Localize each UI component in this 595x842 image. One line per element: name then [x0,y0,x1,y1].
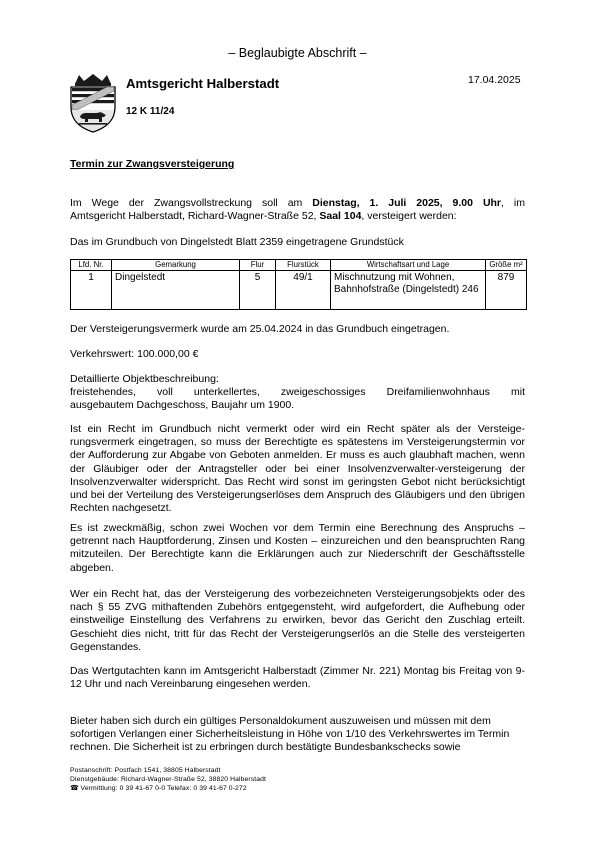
court-name: Amtsgericht Halberstadt [126,76,280,91]
intro-text-3: Amtsgericht Halberstadt, Richard-Wagner-Straße 52, [70,210,320,223]
verkehrswert-line: Verkehrswert: 100.000,00 € [70,348,199,360]
col-header-nr: Lfd. Nr. [71,260,112,271]
object-description-line-1: freistehendes, voll unterkellertes, zweigeschossiges Dreifamilienwohnhaus mit [70,386,525,399]
footer-building-address: Dienstgebäude: Richard-Wagner-Straße 52, 38820 Halberstadt [70,776,266,783]
col-header-groesse: Größe m² [486,260,527,271]
intro-text-1: Im Wege der Zwangsvollstreckung soll am [70,197,313,209]
intro-line-1 [70,197,525,210]
paragraph-anmeldung: Ist ein Recht im Grundbuch nicht vermerkt oder wird ein Recht später als der Versteige-rungsvermerk eingetragen, so muss der Berechtigte es spätestens im Versteigerungstermin vor der Aufforderung zur Abgabe von Geboten anmelden. Er muss es auch glaubhaft machen, wenn der Gläubiger oder der Antragsteller oder bei einer Insolvenzverwalter-versteigerung der Insolvenzverwalter widerspricht. Das Recht wird sonst im geringsten Gebot nicht berücksichtigt und bei der Verteilung des Versteigerungserlöses dem Anspruch des Gläubigers und den übrigen Rechten nachgesetzt. [70,423,525,515]
document-title: Termin zur Zwangsversteigerung [70,158,235,170]
auction-room: Saal 104 [319,210,362,223]
object-description [70,373,525,413]
table-row [71,271,527,310]
cell-gemarkung: Dingelstedt [112,271,240,310]
cell-lage: Mischnutzung mit Wohnen, Bahnhofstraße (Dingelstedt) 246 [331,271,486,310]
footer-address [70,766,266,793]
col-header-lage: Wirtschaftsart und Lage [331,260,486,271]
cell-flur: 5 [240,271,276,310]
document-heading: – Beglaubigte Abschrift – [228,46,367,60]
cell-flurstueck: 49/1 [276,271,331,310]
cell-groesse: 879 [486,271,527,310]
coat-of-arms-icon [67,73,119,133]
table-header-row [71,260,527,271]
cell-nr: 1 [71,271,112,310]
paragraph-bieter: Bieter haben sich durch ein gültiges Personaldokument auszuweisen und müssen mit dem sofortigen Verlangen einer Sicherheitsleistung in Höhe von 1/10 des Verkehrswertes im Termin rechnen. Die Sicherheit ist zu erbringen durch bestätigte Bundesbankschecks sowie [70,715,510,754]
property-table [70,259,527,310]
paragraph-berechnung: Es ist zweckmäßig, schon zwei Wochen vor dem Termin eine Berechnung des Anspruchs – getrennt nach Hauptforderung, Zinsen und Kosten – einzureichen und den beanspruchten Rang mitzuteilen. Der Berechtigte kann die Erklärungen auch zur Niederschrift der Geschäftsstelle abgeben. [70,522,525,574]
intro-line-2 [70,210,525,223]
paragraph-widerspruch: Wer ein Recht hat, das der Versteigerung des vorbezeichneten Versteigerungsobjekts oder des nach § 55 ZVG mithaftenden Zubehörs entgegensteht, wird aufgefordert, die Aufhebung oder einstweilige Einstellung des Verfahrens zu erwirken, bevor das Gericht den Zuschlag erteilt. Geschieht dies nicht, tritt für das Recht der Versteigerungserlös an die Stelle des versteigerten Gegenstandes. [70,588,525,653]
object-description-line-2: ausgebautem Dachgeschoss, Baujahr um 1900. [70,399,295,412]
grundbuch-line: Das im Grundbuch von Dingelstedt Blatt 2359 eingetragene Grundstück [70,236,404,248]
vermerk-line: Der Versteigerungsvermerk wurde am 25.04.2024 in das Grundbuch eingetragen. [70,323,450,335]
col-header-gemarkung: Gemarkung [112,260,240,271]
intro-text-4: , versteigert werden: [361,210,457,223]
footer-phone: ☎ Vermittlung: 0 39 41-67 0-0 Telefax: 0 39 41-67 0-272 [70,785,247,792]
paragraph-wertgutachten: Das Wertgutachten kann im Amtsgericht Halberstadt (Zimmer Nr. 221) Montag bis Freitag von 9-12 Uhr und nach Vereinbarung eingesehen werden. [70,665,525,691]
col-header-flurstueck: Flurstück [276,260,331,271]
footer-postal-address: Postanschrift: Postfach 1541, 38805 Halberstadt [70,767,221,774]
intro-text-2: , im [501,197,525,209]
auction-date: Dienstag, 1. Juli 2025, 9.00 Uhr [312,197,502,209]
object-description-label: Detaillierte Objektbeschreibung: [70,373,219,385]
col-header-flur: Flur [240,260,276,271]
intro-paragraph [70,197,525,223]
document-date: 17.04.2025 [468,74,521,86]
case-number: 12 K 11/24 [126,106,175,117]
